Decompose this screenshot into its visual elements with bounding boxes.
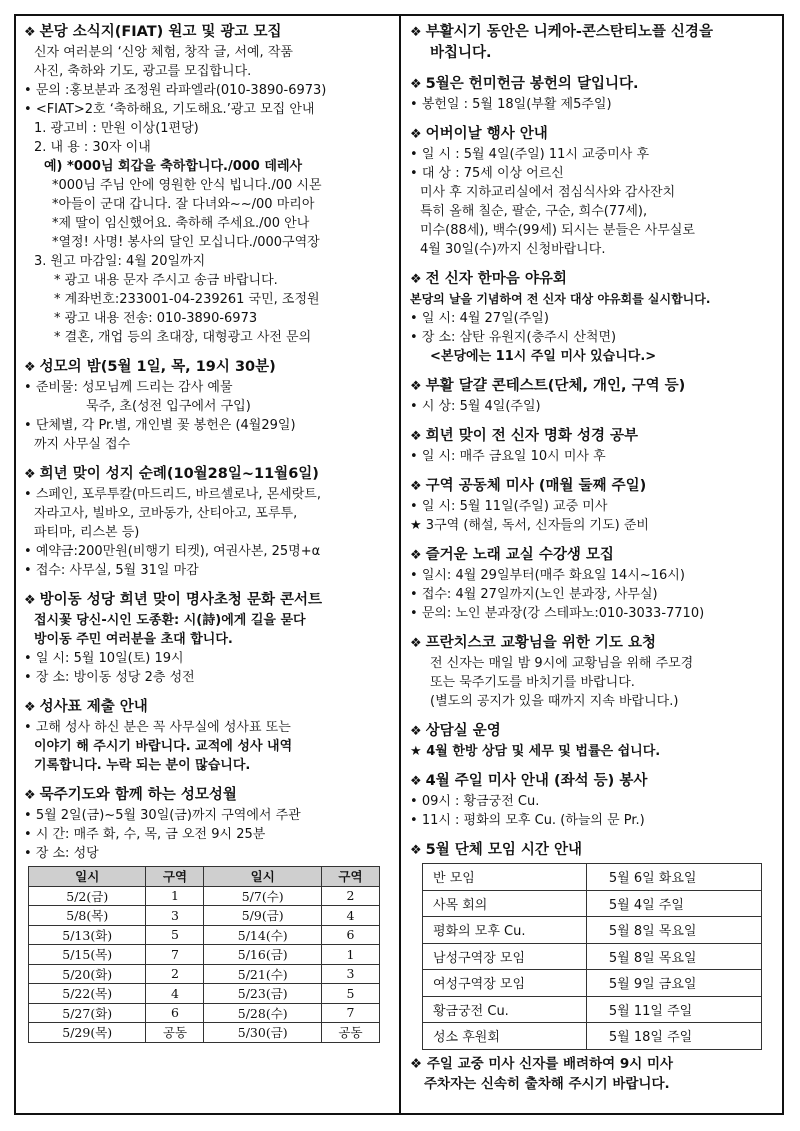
diamond-bullet-icon: ❖ — [410, 429, 422, 444]
text-line: 파티마, 리스본 등) — [34, 525, 140, 540]
table-cell: 5/21(수) — [204, 964, 321, 984]
contact-line: • 문의 :홍보분과 조정원 라파엘라(010-3890-6973) — [24, 81, 390, 100]
table-cell: 남성구역장 모임 — [423, 943, 587, 970]
table-row — [29, 1023, 380, 1043]
text-line: 이야기 해 주시기 바랍니다. 교적에 성사 내역 — [34, 739, 293, 754]
rosary-schedule-table — [28, 866, 380, 1043]
text-line: • 일 시: 5월 11일(주일) 교중 미사 — [410, 497, 776, 516]
text-line: • 스페인, 포루투칼(마드리드, 바르셀로나, 몬세랏트, — [24, 485, 390, 504]
table-cell: 사목 회의 — [423, 890, 587, 917]
text-line: <본당에는 11시 주일 미사 있습니다.> — [430, 349, 657, 364]
section-creed — [410, 22, 776, 64]
meeting-schedule-table — [422, 863, 762, 1050]
text-line: • 장 소: 성당 — [24, 844, 390, 863]
note-line: * 광고 내용 전송: 010-3890-6973 — [54, 311, 258, 326]
text-line: 묵주, 초(성전 입구에서 구입) — [86, 399, 251, 414]
bulletin-page — [14, 14, 784, 1115]
text-line: 또는 묵주기도를 바치기를 바랍니다. — [430, 675, 635, 690]
table-cell: 5/2(금) — [29, 886, 146, 906]
section-picnic — [410, 269, 776, 366]
left-column — [24, 22, 390, 1053]
section-community-mass — [410, 476, 776, 535]
text-line: 3. 원고 마감일: 4월 20일까지 — [34, 254, 206, 269]
table-cell: 5/14(수) — [204, 925, 321, 945]
table-cell: 1 — [321, 945, 379, 965]
section-title: ❖ 구역 공동체 미사 (매월 둘째 주일) — [410, 478, 647, 494]
table-cell: 5/20(화) — [29, 964, 146, 984]
diamond-bullet-icon: ❖ — [410, 479, 422, 494]
text-line: • 예약금:200만원(비행기 티켓), 여권사본, 25명+α — [24, 542, 390, 561]
diamond-bullet-icon: ❖ — [24, 700, 36, 715]
text-line: • 고해 성사 하신 분은 꼭 사무실에 성사표 또는 — [24, 718, 390, 737]
table-cell: 반 모임 — [423, 864, 587, 891]
diamond-bullet-icon: ❖ — [410, 127, 422, 142]
table-row — [29, 1003, 380, 1023]
section-title: ❖ 방이동 성당 희년 맞이 명사초청 문화 콘서트 — [24, 592, 323, 608]
table-cell: 5월 18일 주일 — [586, 1023, 761, 1050]
table-cell: 5/8(목) — [29, 906, 146, 926]
diamond-bullet-icon: ❖ — [410, 272, 422, 287]
table-row — [29, 945, 380, 965]
text-line: • 일 시: 5월 10일(토) 19시 — [24, 649, 390, 668]
table-cell: 공동 — [321, 1023, 379, 1043]
text-line: • 봉헌일 : 5월 18일(부활 제5주일) — [410, 95, 776, 114]
text-line: 본당의 날을 기념하여 전 신자 대상 야유회를 실시합니다. — [410, 292, 711, 306]
section-title: ❖ 희년 맞이 성지 순례(10월28일~11월6일) — [24, 466, 319, 482]
section-title-cont: 바칩니다. — [430, 45, 492, 61]
diamond-bullet-icon: ❖ — [410, 25, 422, 40]
text-line: • 09시 : 황금궁전 Cu. — [410, 792, 776, 811]
example-line: *아들이 군대 갑니다. 잘 다녀와~~/00 마리아 — [52, 197, 315, 212]
section-title: ❖ 부활 달걀 콘테스트(단체, 개인, 구역 등) — [410, 378, 686, 394]
section-rosary-month — [24, 785, 390, 1043]
table-cell: 공동 — [146, 1023, 204, 1043]
section-title: ❖ 희년 맞이 전 신자 명화 성경 공부 — [410, 428, 639, 444]
text-line: • 장 소: 삼탄 유원지(충주시 산척면) — [410, 328, 776, 347]
column-header: 일시 — [204, 867, 321, 887]
section-title: ❖ 성사표 제출 안내 — [24, 699, 148, 715]
diamond-bullet-icon: ❖ — [410, 843, 422, 858]
parking-note — [410, 1054, 776, 1094]
text-line: (별도의 공지가 있을 때까지 지속 바랍니다.) — [430, 694, 679, 709]
section-title: ❖ 부활시기 동안은 니케아-콘스탄티노플 신경을 — [410, 24, 713, 40]
text-line: • 준비물: 성모님께 드리는 감사 예물 — [24, 378, 390, 397]
table-cell: 황금궁전 Cu. — [423, 996, 587, 1023]
text-line: 방이동 주민 여러분을 초대 합니다. — [34, 632, 233, 647]
section-title: ❖ 즐거운 노래 교실 수강생 모집 — [410, 547, 614, 563]
table-row — [29, 964, 380, 984]
table-cell: 5월 9일 금요일 — [586, 970, 761, 997]
section-fiat — [24, 22, 390, 347]
section-singing-class — [410, 545, 776, 623]
table-cell: 5/16(금) — [204, 945, 321, 965]
text-line: 특히 올해 칠순, 팔순, 구순, 희수(77세), — [420, 204, 648, 219]
section-offering-month — [410, 74, 776, 114]
table-cell: 5/13(화) — [29, 925, 146, 945]
table-cell: 5 — [146, 925, 204, 945]
table-row — [423, 970, 762, 997]
text-line: 기록합니다. 누락 되는 분이 많습니다. — [34, 758, 251, 773]
section-title: ❖ 본당 소식지(FIAT) 원고 및 광고 모집 — [24, 24, 282, 40]
table-row — [423, 864, 762, 891]
diamond-bullet-icon: ❖ — [410, 774, 422, 789]
section-mary-night — [24, 357, 390, 454]
diamond-bullet-icon: ❖ — [410, 636, 422, 651]
text-line: • 일 시 : 5월 4일(주일) 11시 교중미사 후 — [410, 145, 776, 164]
note-line: 주차자는 신속히 출차해 주시기 바랍니다. — [424, 1075, 670, 1092]
text-line: 자라고사, 빌바오, 코바동가, 산티아고, 포루투, — [34, 506, 298, 521]
table-cell: 4 — [146, 984, 204, 1004]
example-line: *열정! 사명! 봉사의 달인 모십니다./000구역장 — [52, 235, 320, 250]
text-line: • 일시: 4월 29일부터(매주 화요일 14시~16시) — [410, 566, 776, 585]
text-line: 1. 광고비 : 만원 이상(1편당) — [34, 121, 199, 136]
table-cell: 5/23(금) — [204, 984, 321, 1004]
text-line: • 5월 2일(금)~5월 30일(금)까지 구역에서 주관 — [24, 806, 390, 825]
diamond-bullet-icon: ❖ — [24, 25, 36, 40]
table-cell: 5/15(목) — [29, 945, 146, 965]
text-line: • 시 간: 매주 화, 수, 목, 금 오전 9시 25분 — [24, 825, 390, 844]
column-divider — [399, 16, 401, 1113]
table-cell: 1 — [146, 886, 204, 906]
text-line: • 문의: 노인 분과장(강 스테파노:010-3033-7710) — [410, 604, 776, 623]
section-title: ❖ 5월 단체 모임 시간 안내 — [410, 842, 582, 858]
section-group-meetings — [410, 840, 776, 1050]
diamond-bullet-icon: ❖ — [24, 788, 36, 803]
text-line: 4월 30일(수)까지 신청바랍니다. — [420, 242, 606, 257]
table-cell: 3 — [146, 906, 204, 926]
text-line: 접시꽃 당신-시인 도종환: 시(詩)에게 길을 묻다 — [34, 613, 306, 628]
text-line: 전 신자는 매일 밤 9시에 교황님을 위해 주모경 — [430, 656, 694, 671]
column-header: 일시 — [29, 867, 146, 887]
note-line: * 결혼, 개업 등의 초대장, 대형광고 사전 문의 — [54, 330, 312, 345]
section-title: ❖ 상담실 운영 — [410, 723, 501, 739]
table-cell: 5월 11일 주일 — [586, 996, 761, 1023]
table-cell: 5/28(수) — [204, 1003, 321, 1023]
example-line: *000님 주님 안에 영원한 안식 빕니다./00 시몬 — [52, 178, 322, 193]
text-line: • 접수: 4월 27일까지(노인 분과장, 사무실) — [410, 585, 776, 604]
section-title: ❖ 묵주기도와 함께 하는 성모성월 — [24, 787, 237, 803]
table-cell: 5/9(금) — [204, 906, 321, 926]
table-cell: 5월 8일 목요일 — [586, 943, 761, 970]
table-row — [423, 996, 762, 1023]
table-header-row — [29, 867, 380, 887]
table-row — [423, 943, 762, 970]
table-cell: 4 — [321, 906, 379, 926]
table-row — [29, 984, 380, 1004]
diamond-bullet-icon: ❖ — [24, 360, 36, 375]
column-header: 구역 — [321, 867, 379, 887]
table-cell: 5/22(목) — [29, 984, 146, 1004]
table-cell: 5월 4일 주일 — [586, 890, 761, 917]
section-mass-service — [410, 771, 776, 830]
section-concert — [24, 590, 390, 687]
section-pilgrimage — [24, 464, 390, 580]
text-line: 신자 여러분의 ‘신앙 체험, 창작 글, 서예, 작품 — [34, 45, 293, 60]
section-title: ❖ 4월 주일 미사 안내 (좌석 등) 봉사 — [410, 773, 648, 789]
text-line: 2. 내 용 : 30자 이내 — [34, 140, 151, 155]
table-cell: 3 — [321, 964, 379, 984]
note-line: * 광고 내용 문자 주시고 송금 바랍니다. — [54, 273, 278, 288]
text-line: • 접수: 사무실, 5월 31일 마감 — [24, 561, 390, 580]
right-column — [410, 22, 776, 1094]
text-line: • 11시 : 평화의 모후 Cu. (하늘의 문 Pr.) — [410, 811, 776, 830]
note-line: ❖ 주일 교중 미사 신자를 배려하여 9시 미사 — [410, 1055, 674, 1072]
section-title: ❖ 5월은 헌미헌금 봉헌의 달입니다. — [410, 76, 639, 92]
text-line: ★ 4월 한방 상담 및 세무 및 법률은 쉽니다. — [410, 744, 661, 759]
diamond-bullet-icon: ❖ — [24, 467, 36, 482]
table-cell: 6 — [321, 925, 379, 945]
table-cell: 2 — [321, 886, 379, 906]
table-cell: 5 — [321, 984, 379, 1004]
diamond-bullet-icon: ❖ — [410, 77, 422, 92]
table-row — [423, 890, 762, 917]
table-cell: 5/7(수) — [204, 886, 321, 906]
star-icon: ★ — [410, 518, 426, 533]
table-cell: 평화의 모후 Cu. — [423, 917, 587, 944]
diamond-bullet-icon: ❖ — [410, 379, 422, 394]
table-cell: 7 — [146, 945, 204, 965]
fiat-line: • <FIAT>2호 ‘축하해요, 기도해요.’광고 모집 안내 — [24, 100, 390, 119]
section-title: ❖ 어버이날 행사 안내 — [410, 126, 548, 142]
section-counseling — [410, 721, 776, 761]
section-title: ❖ 성모의 밤(5월 1일, 목, 19시 30분) — [24, 359, 276, 375]
section-sacrament-card — [24, 697, 390, 775]
section-title: ❖ 프란치스코 교황님을 위한 기도 요청 — [410, 635, 656, 651]
text-line: • 일 시: 매주 금요일 10시 미사 후 — [410, 447, 776, 466]
text-line: • 일 시: 4월 27일(주일) — [410, 309, 776, 328]
diamond-bullet-icon: ❖ — [410, 548, 422, 563]
table-row — [423, 917, 762, 944]
text-line: 미수(88세), 백수(99세) 되시는 분들은 사무실로 — [420, 223, 695, 238]
text-line: 사진, 축하와 기도, 광고를 모집합니다. — [34, 64, 252, 79]
table-cell: 2 — [146, 964, 204, 984]
column-header: 구역 — [146, 867, 204, 887]
table-cell: 7 — [321, 1003, 379, 1023]
section-parents-day — [410, 124, 776, 259]
table-row — [29, 886, 380, 906]
example-line: 예) *000님 회갑을 축하합니다./000 데레사 — [44, 159, 303, 174]
table-cell: 여성구역장 모임 — [423, 970, 587, 997]
table-cell: 5월 8일 목요일 — [586, 917, 761, 944]
table-cell: 5월 6일 화요일 — [586, 864, 761, 891]
section-pope-prayer — [410, 633, 776, 711]
example-line: *제 딸이 임신했어요. 축하해 주세요./00 안나 — [52, 216, 310, 231]
table-cell: 6 — [146, 1003, 204, 1023]
table-row — [423, 1023, 762, 1050]
table-row — [29, 906, 380, 926]
note-line: * 계좌번호:233001-04-239261 국민, 조정원 — [54, 292, 320, 307]
text-line: • 단체별, 각 Pr.별, 개인별 꽃 봉헌은 (4월29일) — [24, 416, 390, 435]
diamond-bullet-icon: ❖ — [410, 1055, 427, 1072]
table-cell: 5/30(금) — [204, 1023, 321, 1043]
section-title: ❖ 전 신자 한마음 야유회 — [410, 271, 567, 287]
section-egg-contest — [410, 376, 776, 416]
star-icon: ★ — [410, 744, 427, 759]
text-line: ★ 3구역 (해설, 독서, 신자들의 기도) 준비 — [410, 518, 649, 533]
diamond-bullet-icon: ❖ — [24, 593, 36, 608]
text-line: • 시 상: 5월 4일(주일) — [410, 397, 776, 416]
diamond-bullet-icon: ❖ — [410, 724, 422, 739]
table-cell: 성소 후원회 — [423, 1023, 587, 1050]
table-row — [29, 925, 380, 945]
text-line: • 장 소: 방이동 성당 2층 성전 — [24, 668, 390, 687]
text-line: 미사 후 지하교리실에서 점심식사와 감사잔치 — [420, 185, 676, 200]
table-cell: 5/27(화) — [29, 1003, 146, 1023]
text-line: 까지 사무실 접수 — [34, 437, 131, 452]
text-line: • 대 상 : 75세 이상 어르신 — [410, 164, 776, 183]
table-cell: 5/29(목) — [29, 1023, 146, 1043]
section-bible-study — [410, 426, 776, 466]
